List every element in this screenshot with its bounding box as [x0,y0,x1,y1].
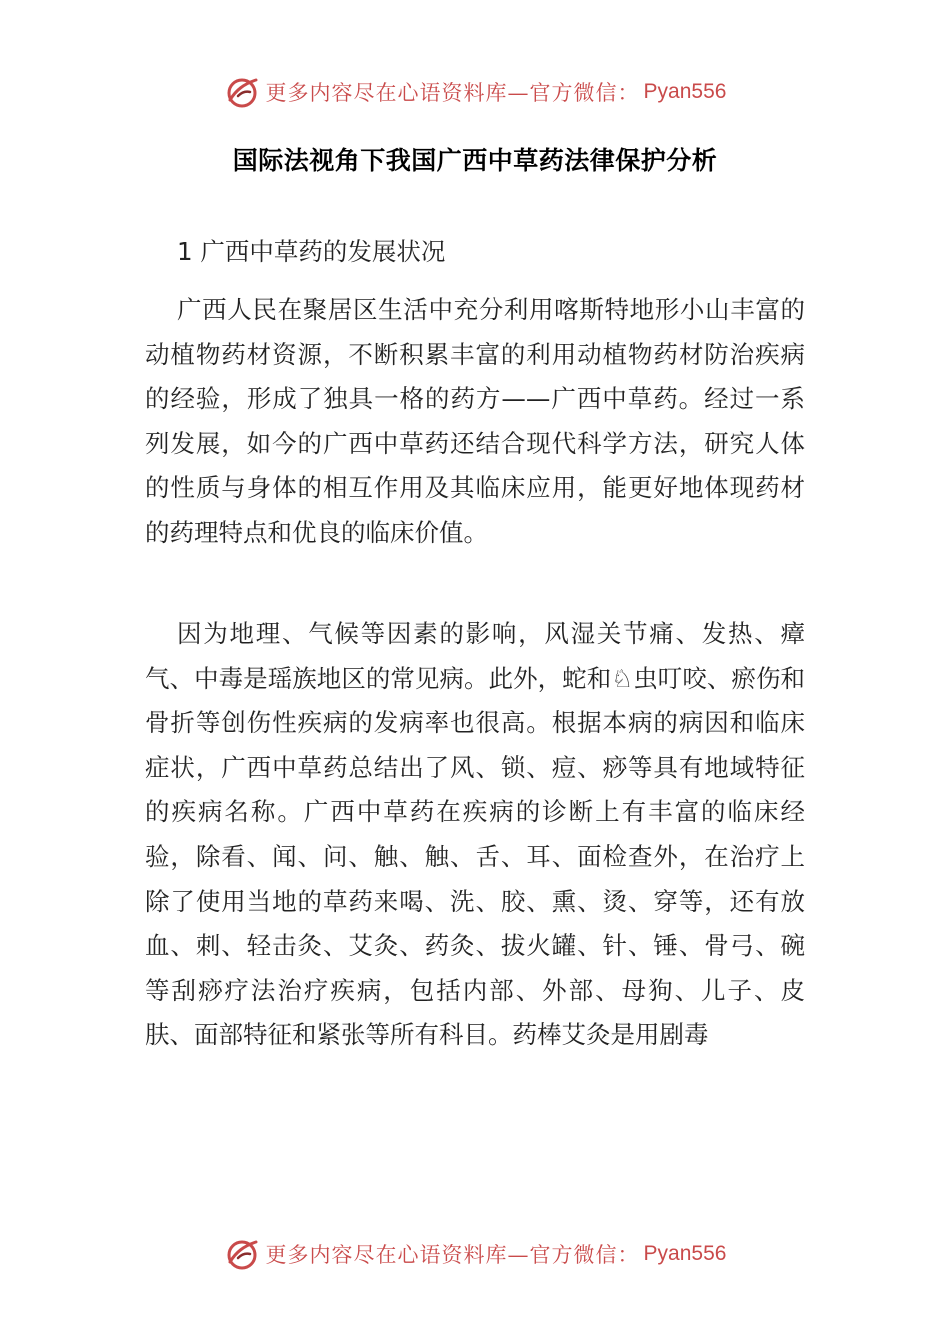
footer-wechat-id: Pyan556 [643,1242,727,1265]
paragraph-1: 广西人民在聚居区生活中充分利用喀斯特地形小山丰富的动植物药材资源，不断积累丰富的利用动植物药材防治疾病的经验，形成了独具一格的药方——广西中草药。经过一系列发展，如今的广西中草药还结合现代科学方法，研究人体的性质与身体的相互作用及其临床应用，能更好地体现药材的药理特点和优良的临床价值。 [145,295,805,547]
footer-banner-text: 更多内容尽在心语资料库—官方微信： [265,1243,640,1267]
header-banner [0,72,950,112]
section-heading: 1 广西中草药的发展状况 [177,237,446,266]
header-banner-text: 更多内容尽在心语资料库—官方微信： [265,81,640,105]
document-title: 国际法视角下我国广西中草药法律保护分析 [232,146,718,175]
paragraph-2: 因为地理、气候等因素的影响，风湿关节痛、发热、瘴气、中毒是瑶族地区的常见病。此外，蛇和♘虫叮咬、瘀伤和骨折等创伤性疾病的发病率也很高。根据本病的病因和临床症状，广西中草药总结出了风、锁、痘、痧等具有地域特征的疾病名称。广西中草药在疾病的诊断上有丰富的临床经验，除看、闻、问、触、触、舌、耳、面检查外，在治疗上除了使用当地的草药来喝、洗、胶、熏、烫、穿等，还有放血、刺、轻击灸、艾灸、药灸、拔火罐、针、锤、骨弓、碗等刮痧疗法治疗疾病，包括内部、外部、母狗、儿子、皮肤、面部特征和紧张等所有科目。药棒艾灸是用剧毒 [145,619,805,1050]
header-wechat-id: Pyan556 [643,80,727,103]
footer-banner [0,1234,950,1274]
logo-icon [224,74,260,110]
logo-icon [224,1236,260,1272]
